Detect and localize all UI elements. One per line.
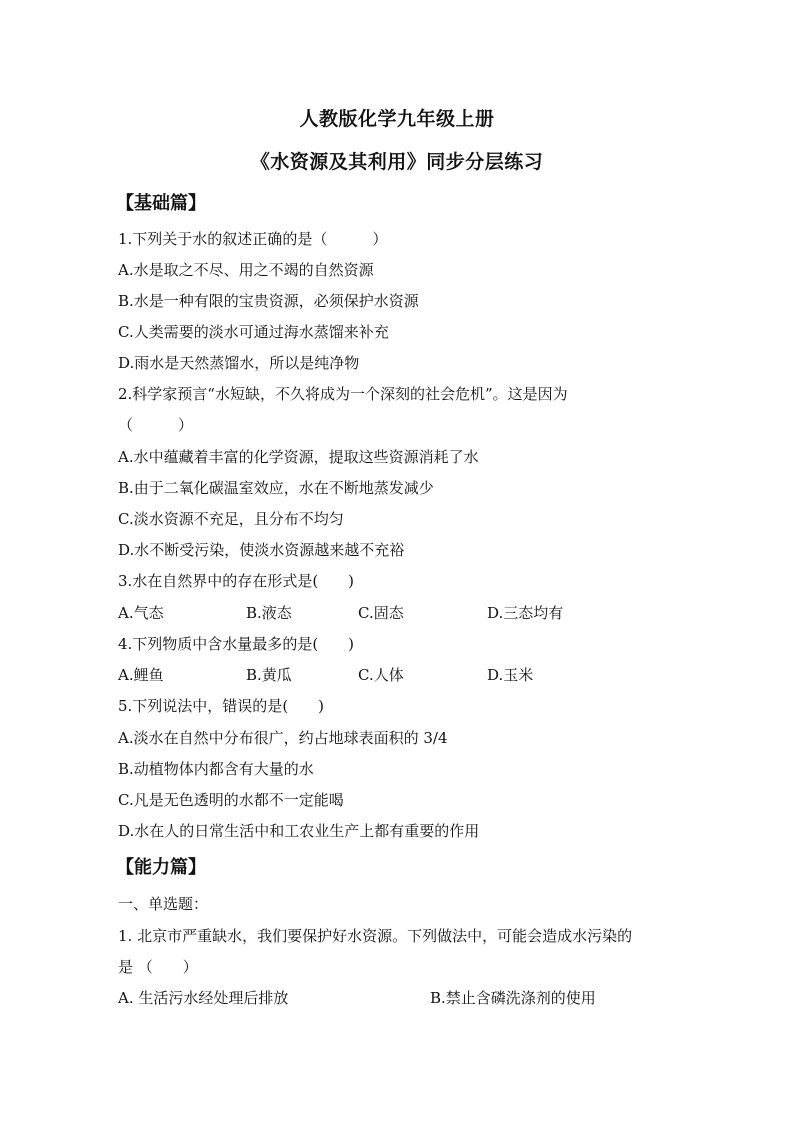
- question-1-option-b: B.水是一种有限的宝贵资源，必须保护水资源: [118, 292, 419, 310]
- single-choice-q1-stem: 1. 北京市严重缺水，我们要保护好水资源。下列做法中，可能会造成水污染的: [118, 927, 633, 945]
- question-1-option-c: C.人类需要的淡水可通过海水蒸馏来补充: [118, 323, 389, 341]
- question-5-option-d: D.水在人的日常生活中和工农业生产上都有重要的作用: [118, 822, 480, 840]
- single-choice-q1-option-a: A. 生活污水经处理后排放: [118, 989, 289, 1007]
- question-5-option-b: B.动植物体内都含有大量的水: [118, 760, 314, 778]
- question-3-option-a: A.气态: [118, 604, 164, 622]
- question-4-option-c: C.人体: [358, 666, 404, 684]
- question-3-option-d: D.三态均有: [487, 604, 564, 622]
- page-subtitle: 《水资源及其利用》同步分层练习: [250, 151, 544, 173]
- question-4-option-b: B.黄瓜: [246, 666, 292, 684]
- question-1-option-d: D.雨水是天然蒸馏水，所以是纯净物: [118, 354, 360, 372]
- question-2-option-d: D.水不断受污染，使淡水资源越来越不充裕: [118, 541, 405, 559]
- question-4-option-d: D.玉米: [487, 666, 534, 684]
- question-2-stem: 2.科学家预言“水短缺，不久将成为一个深刻的社会危机”。这是因为: [118, 385, 568, 403]
- question-4-option-a: A.鲤鱼: [118, 666, 164, 684]
- question-3-stem: 3.水在自然界中的存在形式是( ): [118, 572, 355, 590]
- page-title: 人教版化学九年级上册: [299, 108, 495, 130]
- section-ability: 【能力篇】: [116, 857, 206, 878]
- single-choice-q1-option-b: B.禁止含磷洗涤剂的使用: [430, 989, 596, 1007]
- question-3-option-c: C.固态: [358, 604, 404, 622]
- question-5-option-c: C.凡是无色透明的水都不一定能喝: [118, 791, 344, 809]
- question-1-stem: 1.下列关于水的叙述正确的是（ ）: [118, 230, 388, 248]
- section-basic: 【基础篇】: [116, 193, 206, 214]
- question-2-option-b: B.由于二氧化碳温室效应，水在不断地蒸发减少: [118, 479, 434, 497]
- single-choice-heading: 一、单选题：: [118, 895, 209, 913]
- question-2-stem-continued: （ ）: [118, 416, 194, 434]
- question-5-stem: 5.下列说法中，错误的是( ): [118, 697, 325, 715]
- question-5-option-a: A.淡水在自然中分布很广，约占地球表面积的 3/4: [118, 729, 448, 747]
- single-choice-q1-stem-continued: 是 （ ）: [118, 958, 198, 976]
- question-4-stem: 4.下列物质中含水量最多的是( ): [118, 635, 355, 653]
- question-3-option-b: B.液态: [246, 604, 292, 622]
- question-2-option-a: A.水中蕴藏着丰富的化学资源，提取这些资源消耗了水: [118, 448, 479, 466]
- question-1-option-a: A.水是取之不尽、用之不竭的自然资源: [118, 261, 374, 279]
- question-2-option-c: C.淡水资源不充足，且分布不均匀: [118, 510, 344, 528]
